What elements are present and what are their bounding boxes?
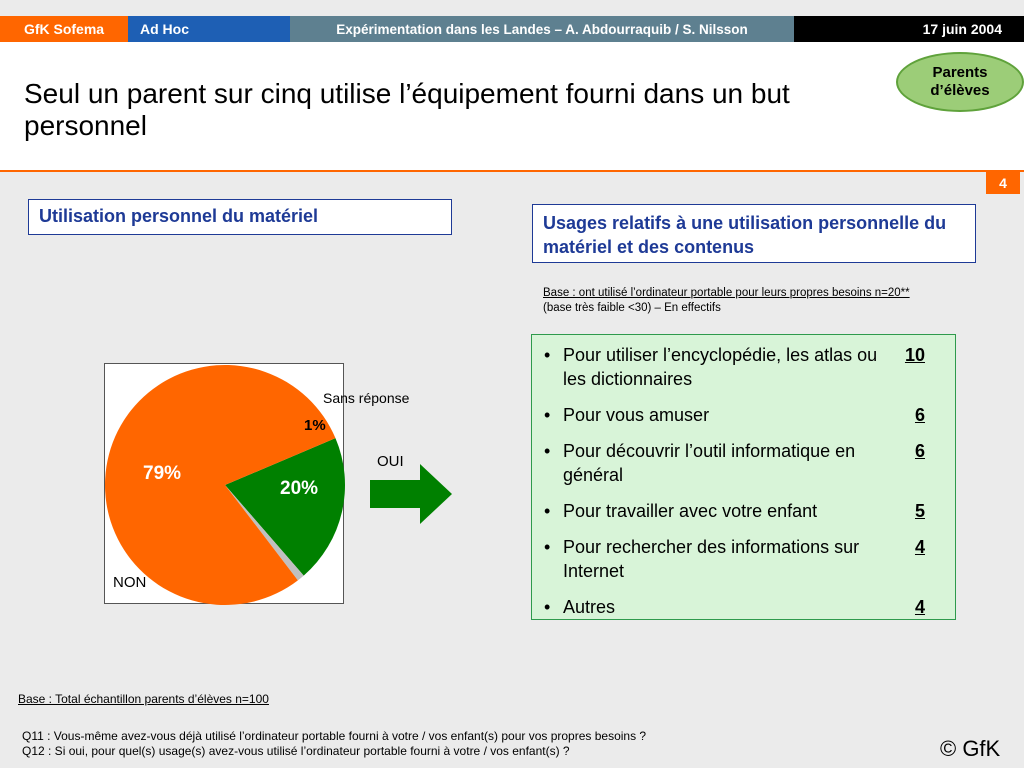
right-panel-base-note <box>543 286 910 316</box>
list-item-label: Pour vous amuser <box>563 405 710 425</box>
list-item-text <box>563 343 925 391</box>
list-item-text <box>563 499 925 523</box>
list-item-label: Pour rechercher des informations sur Internet <box>563 537 860 581</box>
header-divider <box>0 170 1024 172</box>
list-item <box>544 535 925 583</box>
slice-label-non: NON <box>113 574 147 591</box>
slice-value-sans-reponse: 1% <box>304 417 326 434</box>
usage-list <box>531 334 956 620</box>
question-q11: Q11 : Vous-même avez-vous déjà utilisé l’ordinateur portable fourni à votre / vos enfant(s) pour vos propres besoins ? <box>22 729 647 743</box>
list-item-value: 5 <box>914 501 925 521</box>
slice-label-sans-reponse: Sans réponse <box>323 390 410 406</box>
date-label: 17 juin 2004 <box>794 16 1024 42</box>
slice-value-non: 79% <box>143 463 182 484</box>
list-item <box>544 403 925 427</box>
copyright: © GfK <box>940 736 1001 761</box>
base-line-2: (base très faible <30) – En effectifs <box>543 302 721 314</box>
left-panel-title: Utilisation personnel du matériel <box>28 199 452 235</box>
list-item <box>544 499 925 523</box>
list-item-value: 6 <box>914 405 925 425</box>
slice-label-oui: OUI <box>377 453 404 470</box>
badge-line-1: Parents <box>932 64 988 81</box>
list-item-label: Pour utiliser l’encyclopédie, les atlas ou les dictionnaires <box>563 345 878 389</box>
right-arrow-icon <box>370 464 454 526</box>
bullet-icon: • <box>544 537 551 557</box>
right-panel-title: Usages relatifs à une utilisation personnelle du matériel et des contenus <box>532 204 976 263</box>
list-item-value: 10 <box>904 345 925 365</box>
study-title: Expérimentation dans les Landes – A. Abdourraquib / S. Nilsson <box>290 16 794 42</box>
list-item-label: Autres <box>563 597 616 617</box>
bullet-icon: • <box>544 345 551 365</box>
audience-badge-text <box>930 64 989 100</box>
brand-tab: GfK Sofema <box>0 16 128 42</box>
question-q12: Q12 : Si oui, pour quel(s) usage(s) avez-vous utilisé l’ordinateur portable fourni à votre / vos enfant(s) ? <box>22 744 570 758</box>
badge-line-2: d’élèves <box>930 82 990 99</box>
top-bar <box>0 16 1024 42</box>
list-item-label: Pour découvrir l’outil informatique en général <box>563 441 856 485</box>
bullet-icon: • <box>544 405 551 425</box>
list-item-label: Pour travailler avec votre enfant <box>563 501 818 521</box>
list-item <box>544 595 925 619</box>
bullet-icon: • <box>544 441 551 461</box>
list-item-value: 6 <box>914 441 925 461</box>
list-item-value: 4 <box>914 597 925 617</box>
base-line-1: Base : ont utilisé l’ordinateur portable pour leurs propres besoins n=20** <box>543 287 910 299</box>
list-item-value: 4 <box>914 537 925 557</box>
page-title: Seul un parent sur cinq utilise l’équipement fourni dans un but personnel <box>24 78 790 141</box>
list-item-text <box>563 595 925 619</box>
audience-badge <box>896 52 1024 112</box>
list-item-text <box>563 403 925 427</box>
slice-value-oui: 20% <box>280 478 319 499</box>
list-item <box>544 439 925 487</box>
list-item-text <box>563 439 925 487</box>
list-item-text <box>563 535 925 583</box>
section-tab: Ad Hoc <box>128 16 290 42</box>
page-number: 4 <box>986 172 1020 194</box>
bullet-icon: • <box>544 501 551 521</box>
bullet-icon: • <box>544 597 551 617</box>
list-item <box>544 343 925 391</box>
footer-base: Base : Total échantillon parents d’élèves n=100 <box>18 692 269 706</box>
